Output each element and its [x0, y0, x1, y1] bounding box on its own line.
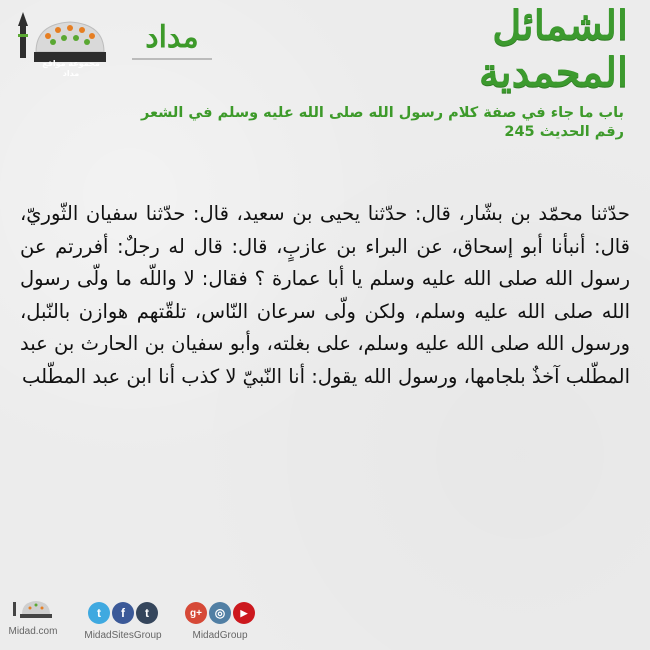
- twitter-icon[interactable]: t: [88, 602, 110, 624]
- midad-logo[interactable]: [122, 18, 222, 68]
- footer-sites-group: [68, 596, 178, 641]
- footer-label: MidadGroup: [192, 630, 248, 641]
- footer-label: Midad.com: [8, 626, 58, 637]
- facebook-icon[interactable]: f: [112, 602, 134, 624]
- chapter-title: باب ما جاء في صفة كلام رسول الله صلى الله عليه وسلم في الشعر: [140, 105, 624, 121]
- googleplus-icon[interactable]: g+: [185, 602, 207, 624]
- mosque-small-icon: [8, 596, 58, 620]
- page-title: الشمائل المحمدية: [479, 2, 628, 96]
- tumblr-icon[interactable]: t: [136, 602, 158, 624]
- midad-group-logo[interactable]: [14, 12, 114, 78]
- midad-logo-tagline: [132, 58, 212, 60]
- youtube-icon[interactable]: ▶: [233, 602, 255, 624]
- footer-label: MidadSitesGroup: [84, 630, 162, 641]
- midad-logo-text: مداد: [145, 20, 199, 55]
- instagram-icon[interactable]: ◎: [209, 602, 231, 624]
- hadith-text: حدّثنا محمّد بن بشّار، قال: حدّثنا يحيى بن سعيد، قال: حدّثنا سفيان الثّوريّ، قال: أنبأنا أبو إسحاق، عن البراء بن عازبٍ، قال: قال له رجلٌ: أفررتم عن رسول الله صلى الله عليه وسلم يا أبا عمارة ؟ فقال: لا واللّه ما ولّى رسول الله صلى الله عليه وسلم، ولكن ولّى سرعان النّاس، تلقّتهم هوازن بالنّبل، ورسول الله صلى الله عليه وسلم، على بغلته، وأبو سفيان بن الحارث بن عبد المطّلب آخذٌ بلجامها، ورسول الله يقول: أنا النّبيّ لا كذب أنا ابن عبد المطّلب: [20, 202, 630, 388]
- footer-midad-site[interactable]: [8, 596, 58, 637]
- hadith-number: 245: [504, 124, 535, 140]
- group-logo-text: مجموعة مواقع مداد: [42, 59, 100, 78]
- hadith-number-label: رقم الحديث: [539, 124, 624, 140]
- hadith-number-line: [24, 123, 624, 141]
- footer: [0, 596, 650, 650]
- header: [0, 0, 650, 95]
- footer-midad-group: [180, 596, 260, 641]
